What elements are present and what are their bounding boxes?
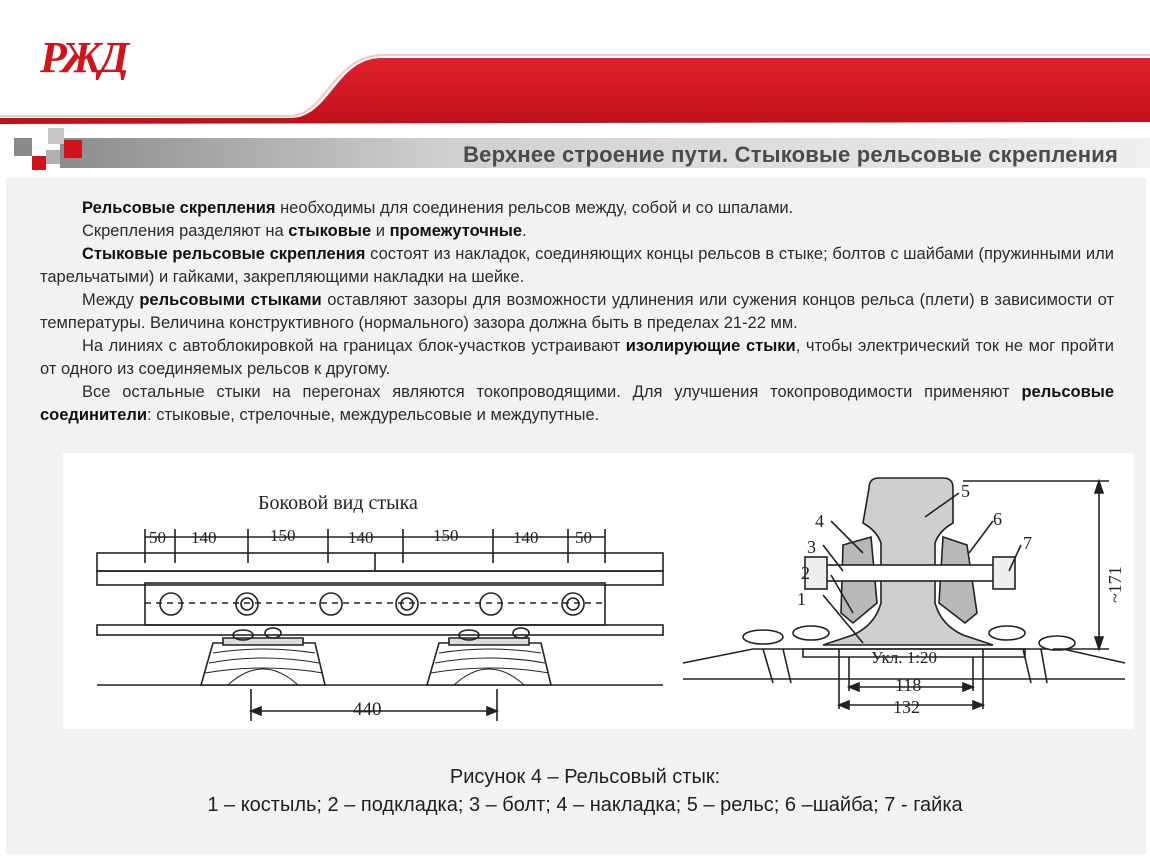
side-view-title: Боковой вид стыка bbox=[258, 492, 418, 514]
text-run: : стыковые, стрелочные, междурельсовые и междупутные. bbox=[147, 406, 600, 424]
label-1: 1 bbox=[797, 589, 806, 609]
rzd-logo bbox=[38, 30, 154, 80]
text-run: . bbox=[522, 222, 527, 240]
width-132: 132 bbox=[893, 697, 920, 717]
text-run: , чтобы электрический ток не мог пройти от одного из соединяемых рельсов к другому. bbox=[40, 337, 1114, 378]
label-3: 3 bbox=[807, 537, 816, 557]
bold-term: изолирующие стыки bbox=[625, 337, 796, 355]
slide-title: Верхнее строение пути. Стыковые рельсовые скрепления bbox=[463, 142, 1118, 167]
paragraph bbox=[40, 243, 1114, 289]
paragraph bbox=[40, 197, 1114, 220]
dim-50-left: 50 bbox=[149, 528, 166, 547]
sleeper-right bbox=[427, 628, 551, 685]
header-red-band bbox=[0, 0, 1150, 130]
bold-term: стыковые bbox=[288, 222, 372, 240]
dim-50-right: 50 bbox=[575, 528, 592, 547]
text-run: Между bbox=[82, 291, 140, 309]
rail-joint-figure bbox=[63, 453, 1133, 729]
bold-term: Рельсовые скрепления bbox=[82, 199, 276, 217]
dim-150-2: 150 bbox=[433, 526, 459, 545]
paragraph bbox=[40, 220, 1114, 243]
width-118: 118 bbox=[895, 675, 922, 695]
text-run: необходимы для соединения рельсов между, собой и со шпалами. bbox=[275, 199, 794, 217]
text-run: На линиях с автоблокировкой на границах блок-участков устраивают bbox=[82, 337, 626, 355]
figure-caption-title: Рисунок 4 – Рельсовый стык: bbox=[449, 766, 721, 788]
paragraph bbox=[40, 381, 1114, 427]
rail-joint-diagram bbox=[63, 453, 1133, 729]
sleeper-left bbox=[201, 628, 325, 685]
label-7: 7 bbox=[1023, 533, 1032, 553]
dim-440: 440 bbox=[353, 699, 382, 720]
text-run: оставляют зазоры для возможности удлинения или сужения концов рельса (плети) в зависимости от температуры. Величина конструктивного (нормального) зазора должна быть в пределах 21-22 мм. bbox=[40, 291, 1115, 332]
text-run: Все остальные стыки на перегонах являются токопроводящими. Для улучшения токопроводимости применяют bbox=[82, 383, 1022, 401]
dim-140-1: 140 bbox=[191, 528, 217, 547]
paragraph bbox=[40, 335, 1114, 381]
label-2: 2 bbox=[801, 563, 810, 583]
label-4: 4 bbox=[815, 511, 824, 531]
paragraph bbox=[40, 289, 1114, 335]
bold-term: промежуточные bbox=[389, 222, 523, 240]
bold-term: рельсовыми стыками bbox=[139, 291, 322, 309]
svg-text:РЖД: РЖД bbox=[40, 33, 127, 80]
text-run: Скрепления разделяют на bbox=[82, 222, 289, 240]
label-5: 5 bbox=[961, 481, 970, 501]
bold-term: Стыковые рельсовые скрепления bbox=[82, 245, 366, 263]
incline-label: Укл. 1:20 bbox=[871, 648, 938, 667]
body-text bbox=[40, 197, 1114, 427]
dim-140-3: 140 bbox=[513, 528, 539, 547]
dim-140-2: 140 bbox=[348, 528, 374, 547]
dim-150-1: 150 bbox=[270, 526, 296, 545]
figure-caption-legend: 1 – костыль; 2 – подкладка; 3 – болт; 4 – накладка; 5 – рельс; 6 –шайба; 7 - гайка bbox=[207, 794, 963, 816]
label-6: 6 bbox=[993, 509, 1002, 529]
bold-term: рельсовые соединители bbox=[40, 383, 1114, 424]
text-run: и bbox=[371, 222, 390, 240]
text-run: состоят из накладок, соединяющих концы рельсов в стыке; болтов с шайбами (пружинными или тарельчатыми) и гайками, закрепляющими накладки на шейке. bbox=[40, 245, 1114, 286]
height-label: ~171 bbox=[1105, 566, 1125, 603]
